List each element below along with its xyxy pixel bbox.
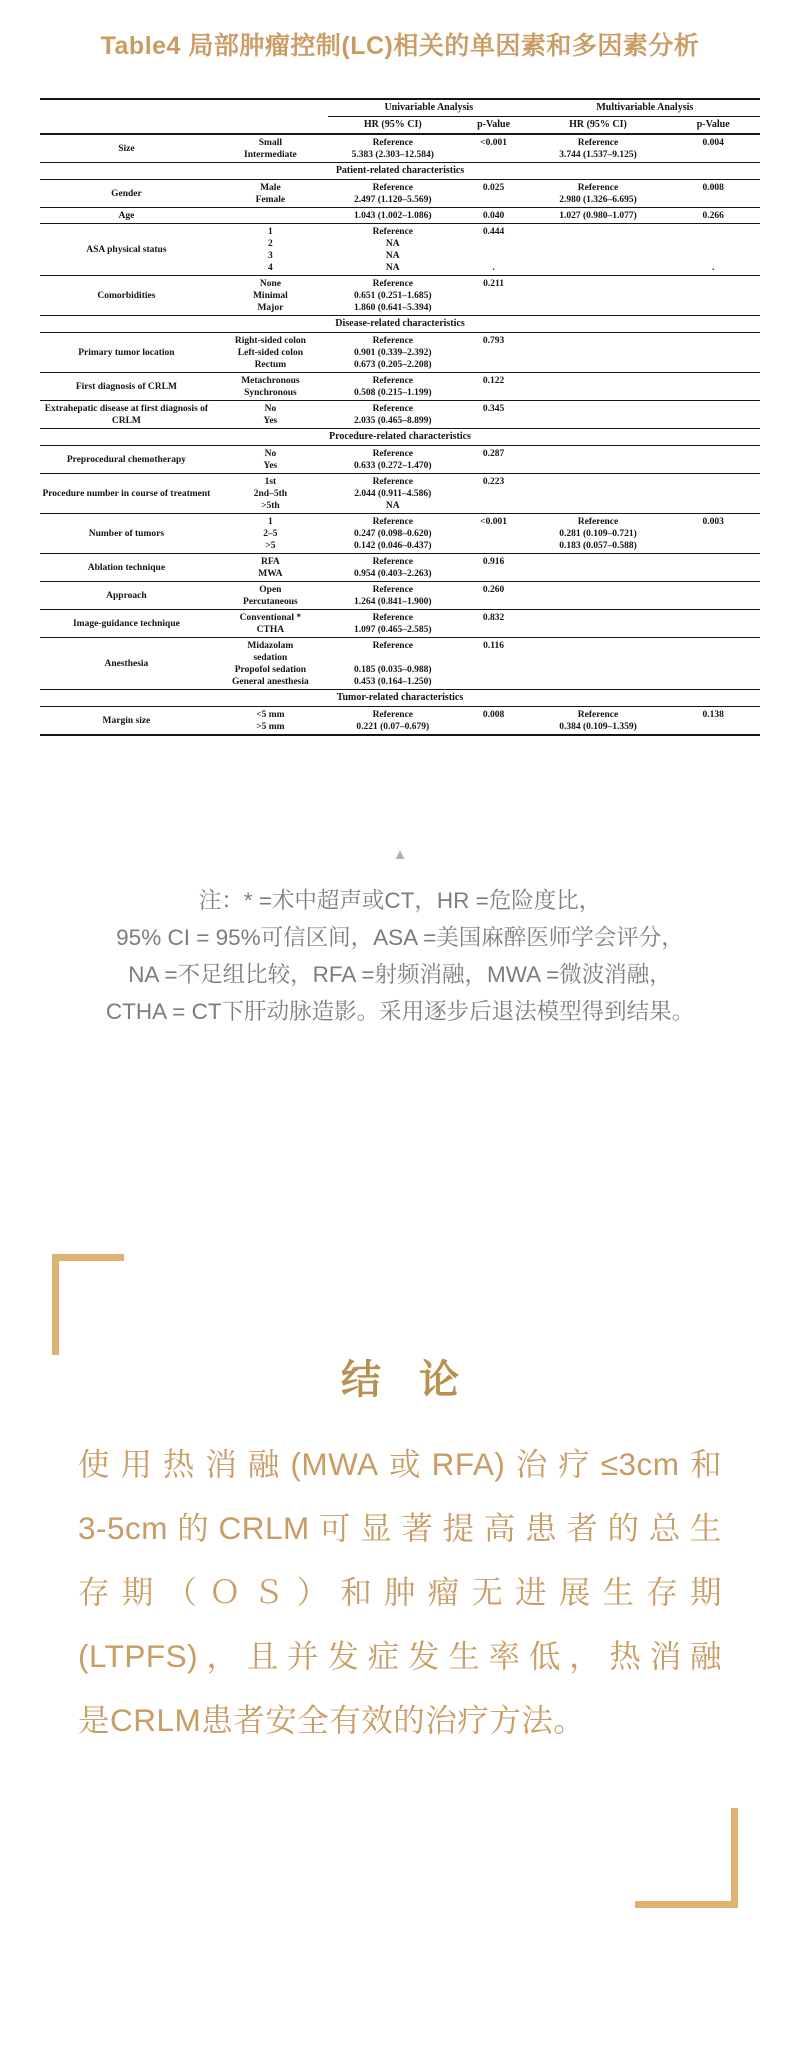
subgroup-cell	[213, 208, 328, 224]
section-header-row	[40, 316, 760, 333]
table-row	[40, 373, 760, 401]
col-header-row	[40, 117, 760, 135]
table-row	[40, 401, 760, 429]
subgroup-cell: Conventional * CTHA	[213, 610, 328, 638]
multi-hr-cell: 1.027 (0.980–1.077)	[530, 208, 667, 224]
note-line: 注：* =术中超声或CT，HR =危险度比，	[198, 888, 602, 913]
multi-p-cell	[666, 582, 760, 610]
up-triangle-icon: ▲	[392, 846, 408, 863]
table-row	[40, 707, 760, 736]
subgroup-cell: No Yes	[213, 401, 328, 429]
row-label: Gender	[40, 180, 213, 208]
subgroup-cell: RFA MWA	[213, 554, 328, 582]
table-row	[40, 554, 760, 582]
row-label: Image-guidance technique	[40, 610, 213, 638]
group-header-row	[40, 99, 760, 117]
conclusion-line: 使用热消融(MWA或RFA)治疗≤3cm和	[78, 1446, 722, 1482]
table-row	[40, 333, 760, 373]
multi-hr-cell	[530, 638, 667, 690]
uni-hr-cell: Reference 5.383 (2.303–12.584)	[328, 134, 458, 163]
row-label: Preprocedural chemotherapy	[40, 446, 213, 474]
section-header-row	[40, 429, 760, 446]
uni-p-cell: 0.122	[458, 373, 530, 401]
table-row	[40, 446, 760, 474]
analysis-table-wrap	[40, 98, 760, 736]
uni-p-cell: 0.793	[458, 333, 530, 373]
uni-hr-cell: Reference 0.247 (0.098–0.620) 0.142 (0.046–0.437)	[328, 514, 458, 554]
table-row	[40, 276, 760, 316]
multi-p-cell	[666, 276, 760, 316]
multi-hr-cell: Reference 0.281 (0.109–0.721) 0.183 (0.057–0.588)	[530, 514, 667, 554]
subgroup-cell: <5 mm >5 mm	[213, 707, 328, 736]
analysis-table-body	[40, 134, 760, 735]
row-label: Comorbidities	[40, 276, 213, 316]
multi-p-cell	[666, 554, 760, 582]
table-row	[40, 224, 760, 276]
multi-hr-cell	[530, 401, 667, 429]
table-row	[40, 610, 760, 638]
multi-hr-cell	[530, 224, 667, 276]
subgroup-cell: Right-sided colon Left-sided colon Rectum	[213, 333, 328, 373]
uni-p-cell: 0.260	[458, 582, 530, 610]
uni-p-cell: 0.345	[458, 401, 530, 429]
multi-p-cell: 0.266	[666, 208, 760, 224]
row-label: Extrahepatic disease at first diagnosis of CRLM	[40, 401, 213, 429]
page-title: Table4 局部肿瘤控制(LC)相关的单因素和多因素分析	[100, 32, 700, 60]
uni-hr-cell: Reference 2.497 (1.120–5.569)	[328, 180, 458, 208]
table-row	[40, 582, 760, 610]
uni-p-cell: 0.916	[458, 554, 530, 582]
conclusion-line: 存期（ＯＳ）和肿瘤无进展生存期	[78, 1574, 722, 1610]
uni-p-cell: <0.001	[458, 134, 530, 163]
group-header-spacer	[40, 99, 328, 117]
subgroup-cell: Midazolam sedation Propofol sedation General anesthesia	[213, 638, 328, 690]
multi-hr-cell	[530, 474, 667, 514]
uni-p-cell: 0.444 .	[458, 224, 530, 276]
uni-p-cell: 0.832	[458, 610, 530, 638]
uni-hr-cell: Reference 1.264 (0.841–1.900)	[328, 582, 458, 610]
multi-p-cell: 0.008	[666, 180, 760, 208]
subgroup-cell: 1 2–5 >5	[213, 514, 328, 554]
notes-block	[0, 882, 800, 1030]
subgroup-cell: Metachronous Synchronous	[213, 373, 328, 401]
multi-hr-cell: Reference 2.980 (1.326–6.695)	[530, 180, 667, 208]
note-line: 95% CI = 95%可信区间，ASA =美国麻醉医师学会评分，	[116, 925, 684, 950]
uni-hr-cell: Reference 0.221 (0.07–0.679)	[328, 707, 458, 736]
uni-hr-cell: Reference 0.633 (0.272–1.470)	[328, 446, 458, 474]
uni-hr-cell: Reference 0.651 (0.251–1.685) 1.860 (0.641–5.394)	[328, 276, 458, 316]
subgroup-cell: None Minimal Major	[213, 276, 328, 316]
section-header-row	[40, 163, 760, 180]
subgroup-cell: Open Percutaneous	[213, 582, 328, 610]
multi-hr-cell	[530, 610, 667, 638]
corner-bracket-bottom-right	[635, 1808, 738, 1908]
uni-p-cell: <0.001	[458, 514, 530, 554]
section-title: Disease-related characteristics	[40, 316, 760, 333]
table-row	[40, 180, 760, 208]
multi-p-cell	[666, 638, 760, 690]
col-header-multi-hr: HR (95% CI)	[530, 117, 667, 135]
uni-p-cell: 0.116	[458, 638, 530, 690]
multi-hr-cell	[530, 276, 667, 316]
note-line: NA =不足组比较，RFA =射频消融，MWA =微波消融，	[128, 962, 672, 987]
conclusion-title: 结 论	[341, 1357, 473, 1402]
uni-p-cell: 0.008	[458, 707, 530, 736]
multi-p-cell: 0.004	[666, 134, 760, 163]
subgroup-cell: Male Female	[213, 180, 328, 208]
note-line: CTHA = CT下肝动脉造影。采用逐步后退法模型得到结果。	[105, 999, 695, 1024]
table-row	[40, 474, 760, 514]
row-label: Approach	[40, 582, 213, 610]
subgroup-cell: 1st 2nd–5th >5th	[213, 474, 328, 514]
conclusion-text	[78, 1432, 722, 1752]
section-title: Tumor-related characteristics	[40, 690, 760, 707]
section-title: Procedure-related characteristics	[40, 429, 760, 446]
table-row	[40, 134, 760, 163]
uni-hr-cell: Reference 1.097 (0.465–2.585)	[328, 610, 458, 638]
table-row	[40, 208, 760, 224]
multi-hr-cell: Reference 0.384 (0.109–1.359)	[530, 707, 667, 736]
conclusion-line: 3-5cm的CRLM可显著提高患者的总生	[78, 1510, 722, 1546]
multi-p-cell: 0.138	[666, 707, 760, 736]
uni-p-cell: 0.223	[458, 474, 530, 514]
conclusion-line: 是CRLM患者安全有效的治疗方法。	[78, 1702, 586, 1738]
multi-p-cell	[666, 373, 760, 401]
uni-p-cell: 0.211	[458, 276, 530, 316]
uni-hr-cell: Reference 0.508 (0.215–1.199)	[328, 373, 458, 401]
subgroup-cell: No Yes	[213, 446, 328, 474]
multi-p-cell: 0.003	[666, 514, 760, 554]
col-header-spacer	[40, 117, 328, 135]
multi-p-cell	[666, 333, 760, 373]
row-label: Procedure number in course of treatment	[40, 474, 213, 514]
corner-bracket-top-left	[52, 1254, 124, 1355]
uni-hr-cell: Reference 2.044 (0.911–4.586) NA	[328, 474, 458, 514]
col-header-uni-hr: HR (95% CI)	[328, 117, 458, 135]
multi-p-cell	[666, 474, 760, 514]
col-header-uni-p: p-Value	[458, 117, 530, 135]
table-row	[40, 638, 760, 690]
row-label: Number of tumors	[40, 514, 213, 554]
subgroup-cell: Small Intermediate	[213, 134, 328, 163]
row-label: Ablation technique	[40, 554, 213, 582]
uni-hr-cell: Reference NA NA NA	[328, 224, 458, 276]
col-header-multi-p: p-Value	[666, 117, 760, 135]
row-label: Age	[40, 208, 213, 224]
row-label: ASA physical status	[40, 224, 213, 276]
multi-p-cell	[666, 610, 760, 638]
multi-hr-cell: Reference 3.744 (1.537–9.125)	[530, 134, 667, 163]
multi-hr-cell	[530, 582, 667, 610]
multi-p-cell	[666, 401, 760, 429]
row-label: First diagnosis of CRLM	[40, 373, 213, 401]
uni-hr-cell: 1.043 (1.002–1.086)	[328, 208, 458, 224]
uni-hr-cell: Reference 0.185 (0.035–0.988) 0.453 (0.164–1.250)	[328, 638, 458, 690]
row-label: Size	[40, 134, 213, 163]
uni-p-cell: 0.287	[458, 446, 530, 474]
section-title: Patient-related characteristics	[40, 163, 760, 180]
conclusion-line: (LTPFS)，且并发症发生率低，热消融	[78, 1638, 722, 1674]
group-header-univariable: Univariable Analysis	[328, 99, 530, 117]
row-label: Primary tumor location	[40, 333, 213, 373]
uni-hr-cell: Reference 0.901 (0.339–2.392) 0.673 (0.205–2.208)	[328, 333, 458, 373]
row-label: Margin size	[40, 707, 213, 736]
multi-hr-cell	[530, 373, 667, 401]
uni-hr-cell: Reference 0.954 (0.403–2.263)	[328, 554, 458, 582]
section-header-row	[40, 690, 760, 707]
uni-hr-cell: Reference 2.035 (0.465–8.899)	[328, 401, 458, 429]
multi-p-cell: .	[666, 224, 760, 276]
uni-p-cell: 0.040	[458, 208, 530, 224]
group-header-multivariable: Multivariable Analysis	[530, 99, 760, 117]
multi-p-cell	[666, 446, 760, 474]
row-label: Anesthesia	[40, 638, 213, 690]
multi-hr-cell	[530, 554, 667, 582]
multi-hr-cell	[530, 446, 667, 474]
table-row	[40, 514, 760, 554]
uni-p-cell: 0.025	[458, 180, 530, 208]
analysis-table	[40, 98, 760, 736]
subgroup-cell: 1 2 3 4	[213, 224, 328, 276]
multi-hr-cell	[530, 333, 667, 373]
